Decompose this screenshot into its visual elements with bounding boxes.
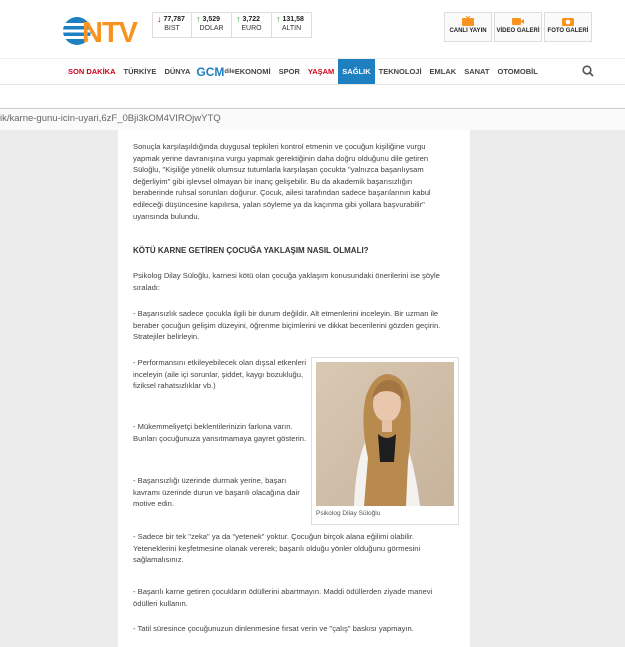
media-buttons [444,12,592,42]
search-icon[interactable] [582,65,594,77]
nav-son-dakika[interactable]: SON DAKİKA [68,67,116,76]
video-gallery-button[interactable]: VİDEO GALERİ [494,12,542,42]
nav-teknoloji[interactable]: TEKNOLOJİ [378,67,422,76]
gcm-suffix: dile [224,68,235,75]
market-ticker [152,12,312,38]
gcm-logo[interactable]: GCM [196,64,225,79]
article-paragraph: - Başarısızlık sadece çocukla ilgili bir durum değildir. Alt etmenlerini inceleyin. Bir uzman ile beraber çocuğun gelişim düzeyini, öğrenme biçimlerini ve dikkat becerilerini gözden geçirin. Stratejiler belirleyin. [133,309,441,342]
nav-emlak[interactable]: EMLAK [429,67,457,76]
site-header [0,0,625,58]
address-bar[interactable] [0,108,625,131]
svg-text:NTV: NTV [82,17,137,48]
article-paragraph: - Mükemmeliyetçi beklentilerinizin farkına varın. Bunları çocuğunuza yansıtmamaya gayret gösterin. [133,422,307,443]
nav-ekonomi[interactable]: EKONOMİ [234,67,271,76]
toolbar-strip [0,84,625,108]
live-broadcast-button[interactable]: CANLI YAYIN [444,12,492,42]
arrow-up-icon: ↑ [196,14,201,24]
ntv-logo[interactable] [62,14,148,48]
nav-yasam[interactable]: YAŞAM [307,67,335,76]
main-navigation [0,58,625,84]
article-paragraph: - Başarılı karne getiren çocukların ödüllerini abartmayın. Maddi ödüllerden ziyade manevi ödülleri kullanın. [133,587,433,608]
tv-icon [461,16,475,27]
article-heading: KÖTÜ KARNE GETİREN ÇOCUĞA YAKLAŞIM NASIL OLMALI? [133,246,369,255]
article-photo [311,357,459,525]
article-paragraph: - Başarısızlığı üzerinde durmak yerine, başarı kavramı üzerinde durun ve başarılı olacağına dair motive edin. [133,476,300,509]
nav-spor[interactable]: SPOR [278,67,300,76]
nav-sanat[interactable]: SANAT [464,67,490,76]
ticker-euro[interactable]: ↑ 3,722 EURO [232,12,272,38]
article-paragraph: Psikolog Dilay Süloğlu, karnesi kötü olan çocuğa yaklaşım konusundaki önerilerini ise şöyle sıraladı: [133,271,440,292]
photo-caption: Psikolog Dilay Süloğlu [316,510,381,517]
ticker-bist[interactable]: ↓ 77,787 BIST [152,12,192,38]
nav-otomobil[interactable]: OTOMOBİL [497,67,538,76]
nav-dunya[interactable]: DÜNYA [164,67,191,76]
arrow-down-icon: ↓ [157,14,162,24]
video-camera-icon [511,16,525,27]
article-paragraph: - Tatil süresince çocuğunuzun dinlenmesine fırsat verin ve "çalış" baskısı yapmayın. [133,624,414,633]
nav-saglik[interactable]: SAĞLIK [338,59,374,84]
url-text[interactable]: ik/karne-gunu-icin-uyari,6zF_0Bji3kOM4VIROjwYTQ [0,113,221,124]
article-paragraph: Sonuçla karşılaşıldığında duygusal tepkileri kontrol etmenin ve çocuğun kişiliğine vurgu yapmak yerine davranışına vurgu yapmak gerektiğinin daha doğru olduğunu dile getiren Süloğlu, "Kişiliğe yönelik olumsuz tutumlarla karşılaşan çocukta "yalnızca başarılıysam değerliyim" gibi işlevsel olmayan bir inanç gelişebilir. Bu da akademik başarısızlığın beraberinde ruhsal sorunları doğurur. Çocuk, ailesi tarafından sadece başarılarının kabul edileceği düşüncesine kapılırsa, yalan söyleme ya da kaçınma gibi yollara başvurabilir" uyarısında bulundu. [133,142,431,221]
photo-gallery-button[interactable]: FOTO GALERİ [544,12,592,42]
article-paragraph: - Performansını etkileyebilecek olan dışsal etkenleri inceleyin (aile içi sorunlar, şiddet, kaygı bozukluğu, fiziksel rahatsızlıklar vb.) [133,358,307,391]
arrow-up-icon: ↑ [236,14,241,24]
ticker-altin[interactable]: ↑ 131,58 ALTIN [272,12,312,38]
article-paragraph: - Sadece bir tek "zeka" ya da "yetenek" yoktur. Çocuğun birçok alana eğilimi olabilir. Yeteneklerini keşfetmesine olanak vererek; başarılı olduğu yönler olduğunu görmesini sağlamalısınız. [133,532,421,565]
portrait-image[interactable] [316,362,454,506]
arrow-up-icon: ↑ [276,14,281,24]
ticker-dolar[interactable]: ↑ 3,529 DOLAR [192,12,232,38]
nav-turkiye[interactable]: TÜRKİYE [123,67,157,76]
photo-camera-icon [561,16,575,27]
